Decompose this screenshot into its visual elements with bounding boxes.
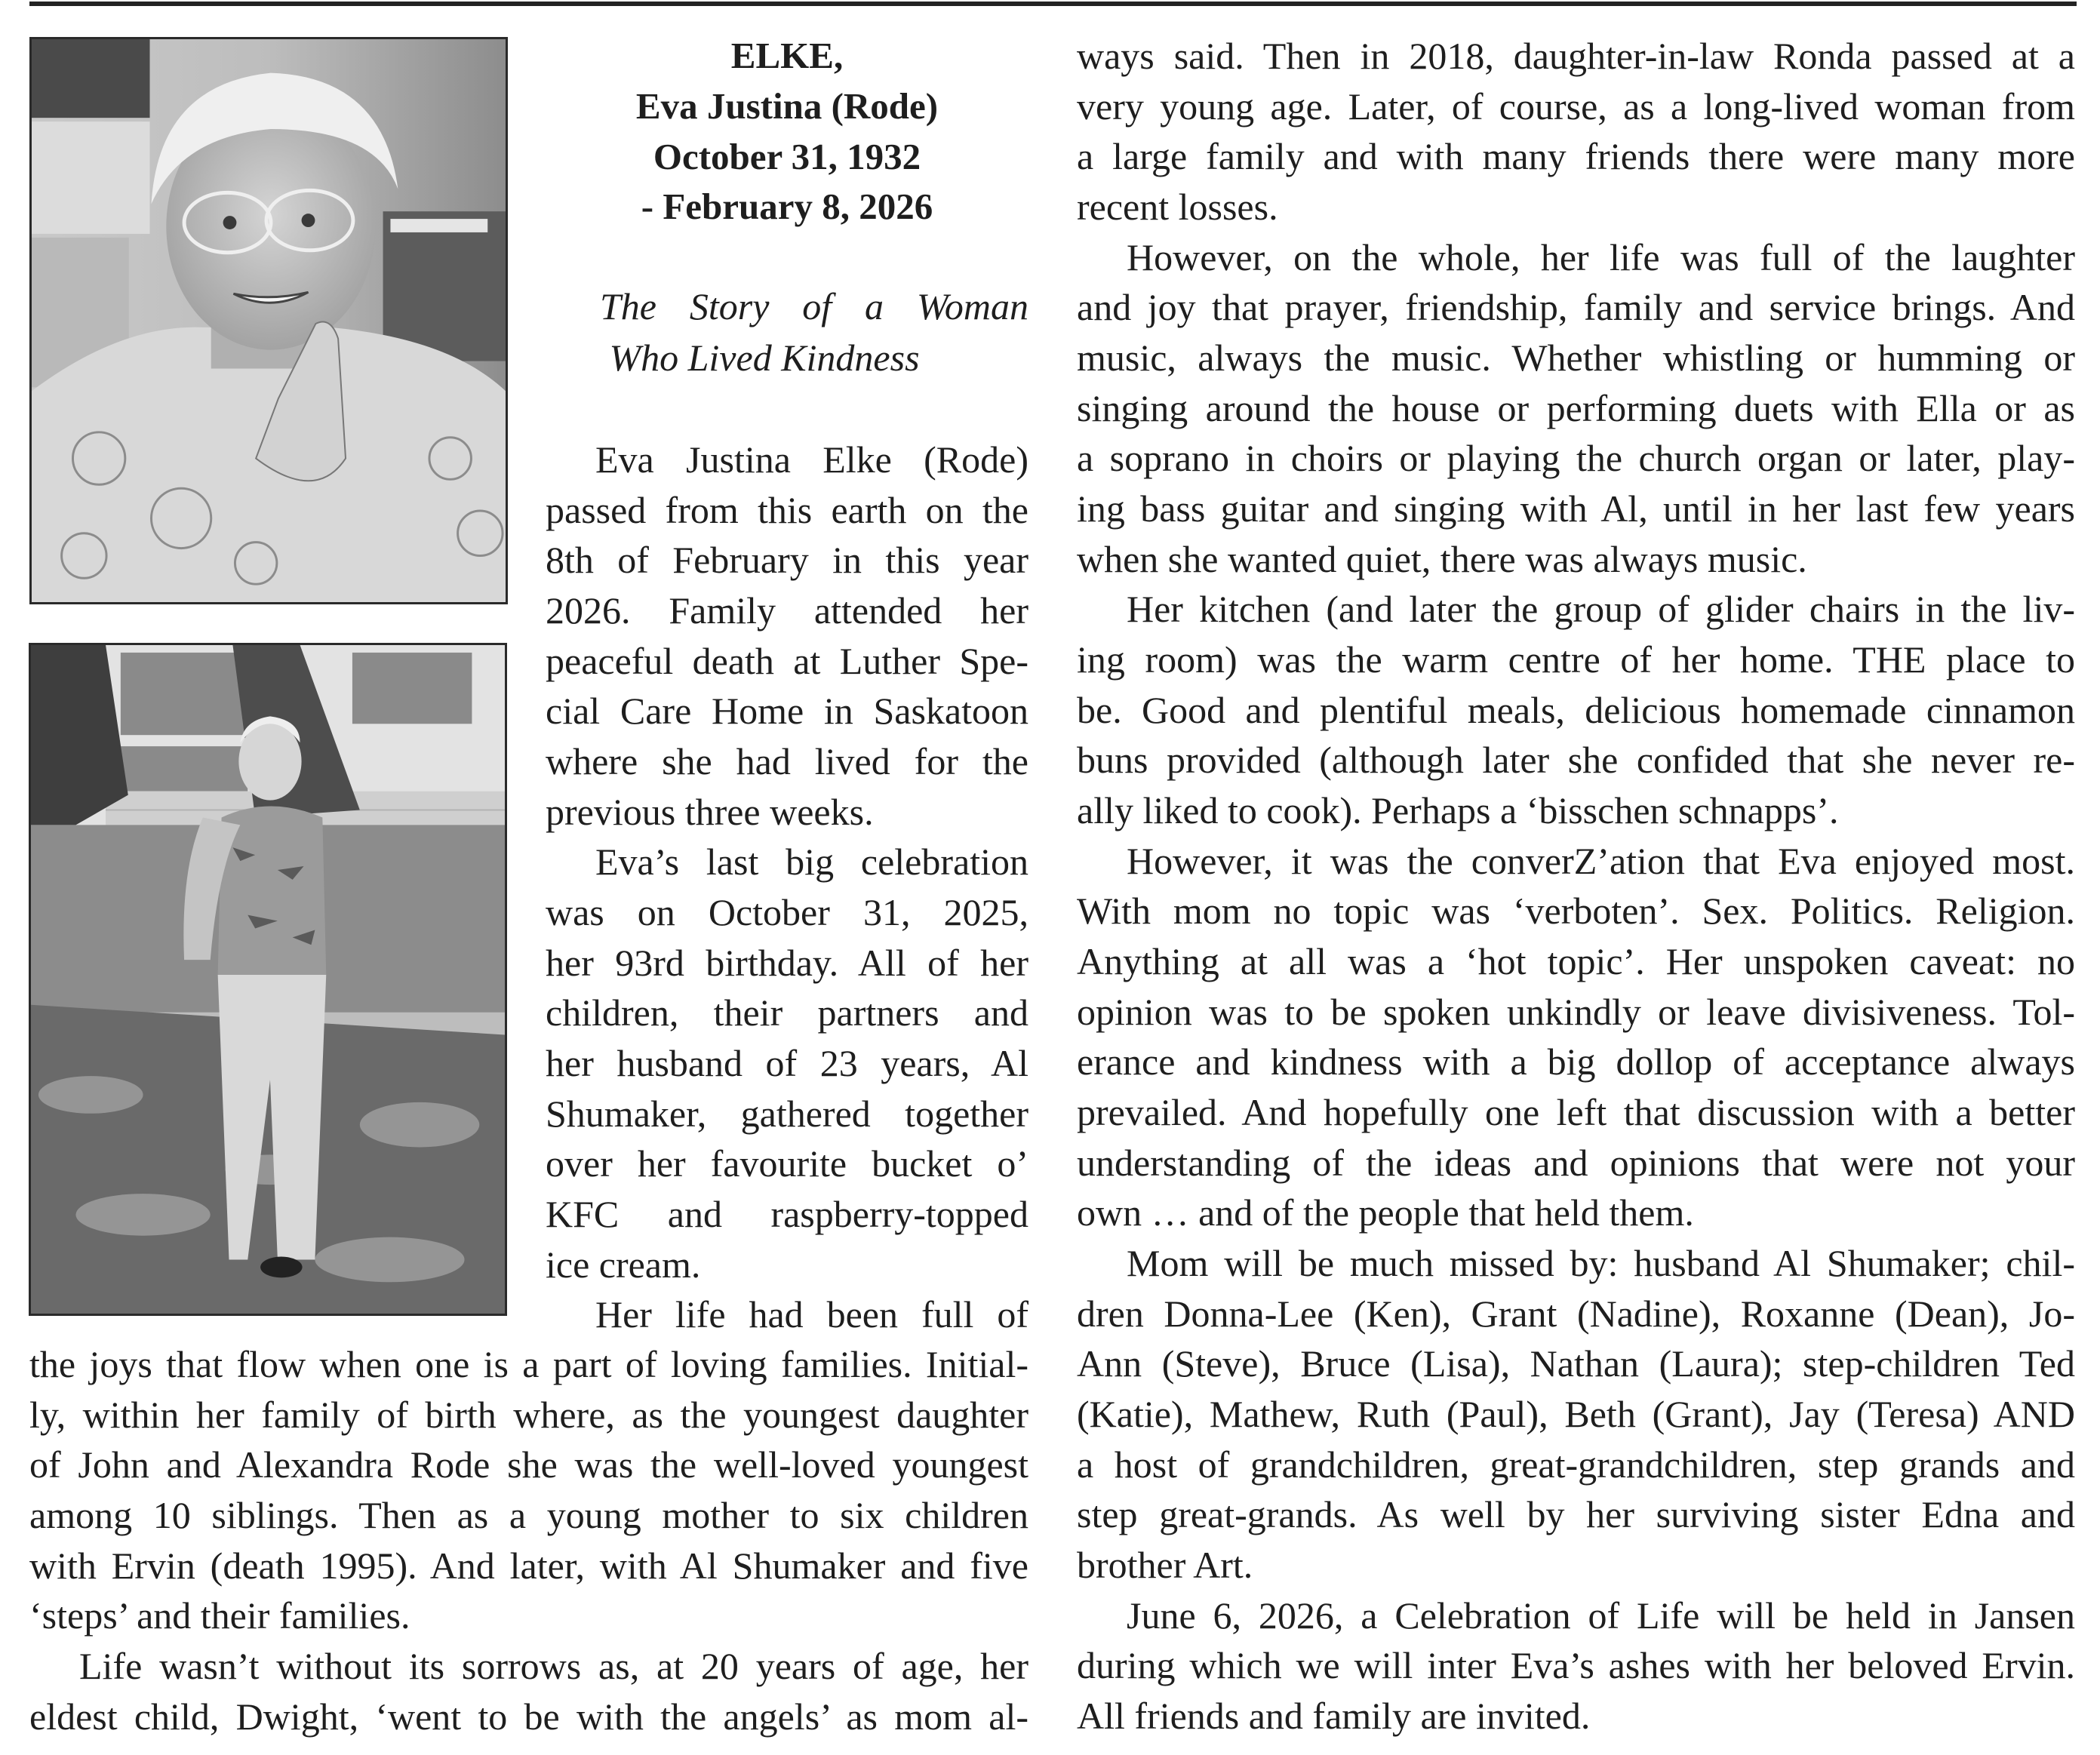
text-line: recent losses. (1077, 186, 1278, 228)
text-line: (Katie), Mathew, Ruth (Paul), Beth (Grant), Jay (Teresa) AND (1077, 1393, 2075, 1436)
text-line: Life wasn’t without its sorrows as, at 20 years of age, her (79, 1645, 1028, 1688)
text-line: peaceful death at Luther Spe- (546, 639, 1028, 682)
text-line: very young age. Later, of course, as a long-lived woman from (1077, 85, 2075, 128)
text-line: However, on the whole, her life was full of the laughter (1127, 235, 2075, 278)
text-line: With mom no topic was ‘verboten’. Sex. Politics. Religion. (1077, 890, 2075, 933)
text-line: Shumaker, gathered together (546, 1092, 1028, 1135)
text-line: ly, within her family of birth where, as the youngest daughter (29, 1393, 1028, 1436)
text-line: Eva Justina Elke (Rode) (595, 438, 1028, 481)
text-line: and joy that prayer, friendship, family and service brings. And (1077, 286, 2075, 329)
text-line: erance and kindness with a big dollop of acceptance always (1077, 1040, 2075, 1083)
text-line: ways said. Then in 2018, daughter-in-law Ronda passed at a (1077, 35, 2075, 77)
text-line: Eva’s last big celebration (595, 841, 1028, 884)
obituary-surname: ELKE, (730, 35, 844, 76)
text-line: during which we will inter Eva’s ashes with her beloved Ervin. (1077, 1644, 2075, 1687)
text-line: be. Good and plentiful meals, delicious homemade cinnamon (1077, 688, 2075, 731)
text-line: music, always the music. Whether whistling or humming or (1077, 337, 2075, 380)
subtitle-line-2: Who Lived Kindness (609, 337, 920, 379)
obituary-birth-date: October 31, 1932 (653, 136, 921, 177)
text-line: where she had lived for the (546, 740, 1028, 783)
walking-photo (29, 643, 507, 1316)
text-line: 2026. Family attended her (546, 589, 1028, 632)
subtitle-line-1: The Story of a Woman (600, 285, 1028, 327)
text-line: Mom will be much missed by: husband Al Shumaker; chil- (1127, 1242, 2075, 1285)
text-line: ice cream. (546, 1243, 701, 1286)
text-line: passed from this earth on the (546, 488, 1028, 531)
text-line: her 93rd birthday. All of her (546, 941, 1028, 984)
portrait-photo-image (32, 39, 506, 602)
text-line: All friends and family are invited. (1077, 1695, 1591, 1738)
text-line: eldest child, Dwight, ‘went to be with the angels’ as mom al- (29, 1695, 1028, 1738)
text-line: Ann (Steve), Bruce (Lisa), Nathan (Laura); step-children Ted (1077, 1342, 2075, 1385)
text-line: a host of grandchildren, great-grandchildren, step grands and (1077, 1443, 2075, 1486)
text-line: prevailed. And hopefully one left that discussion with a better (1077, 1091, 2075, 1134)
text-line: a soprano in choirs or playing the church organ or later, play- (1077, 437, 2075, 480)
text-line: own … and of the people that held them. (1077, 1191, 1694, 1234)
text-line: June 6, 2026, a Celebration of Life will be held in Jansen (1127, 1594, 2075, 1637)
text-line: cial Care Home in Saskatoon (546, 690, 1028, 733)
text-line: over her favourite bucket o’ (546, 1142, 1028, 1185)
text-line: brother Art. (1077, 1544, 1253, 1587)
text-line: opinion was to be spoken unkindly or leave divisiveness. Tol- (1077, 990, 2075, 1033)
text-line: was on October 31, 2025, (546, 891, 1028, 934)
text-line: a large family and with many friends there were many more (1077, 135, 2075, 178)
text-line: However, it was the converZ’ation that Eva enjoyed most. (1127, 839, 2075, 882)
text-line: dren Donna-Lee (Ken), Grant (Nadine), Roxanne (Dean), Jo- (1077, 1292, 2075, 1335)
text-line: Her kitchen (and later the group of glider chairs in the liv- (1127, 588, 2075, 631)
text-line: understanding of the ideas and opinions that were not your (1077, 1141, 2075, 1184)
text-line: with Ervin (death 1995). And later, with Al Shumaker and five (29, 1544, 1028, 1587)
text-line: her husband of 23 years, Al (546, 1042, 1028, 1085)
text-line: singing around the house or performing duets with Ella or as (1077, 386, 2075, 429)
top-rule (29, 2, 2077, 6)
text-line: previous three weeks. (546, 790, 874, 833)
portrait-photo (29, 37, 508, 604)
text-line: buns provided (although later she confided that she never re- (1077, 739, 2075, 782)
text-line: step great-grands. As well by her surviving sister Edna and (1077, 1493, 2075, 1536)
text-line: the joys that flow when one is a part of loving families. Initial- (29, 1343, 1028, 1385)
text-line: ing room) was the warm centre of her home. THE place to (1077, 638, 2075, 681)
text-line: among 10 siblings. Then as a young mother to six children (29, 1494, 1028, 1536)
text-line: 8th of February in this year (546, 539, 1028, 582)
text-line: ing bass guitar and singing with Al, until in her last few years (1077, 487, 2075, 530)
obituary-death-date: - February 8, 2026 (641, 186, 933, 227)
text-line: KFC and raspberry-topped (546, 1193, 1028, 1236)
walking-photo-image (31, 645, 505, 1314)
text-line: children, their partners and (546, 991, 1028, 1034)
text-line: ‘steps’ and their families. (29, 1594, 410, 1637)
text-line: Anything at all was a ‘hot topic’. Her unspoken caveat: no (1077, 940, 2075, 983)
text-line: Her life had been full of (595, 1293, 1028, 1336)
text-line: ally liked to cook). Perhaps a ‘bisschen schnapps’. (1077, 789, 1839, 832)
text-line: when she wanted quiet, there was always music. (1077, 537, 1807, 580)
obituary-full-name: Eva Justina (Rode) (635, 85, 939, 127)
text-line: of John and Alexandra Rode she was the well-loved youngest (29, 1443, 1028, 1486)
